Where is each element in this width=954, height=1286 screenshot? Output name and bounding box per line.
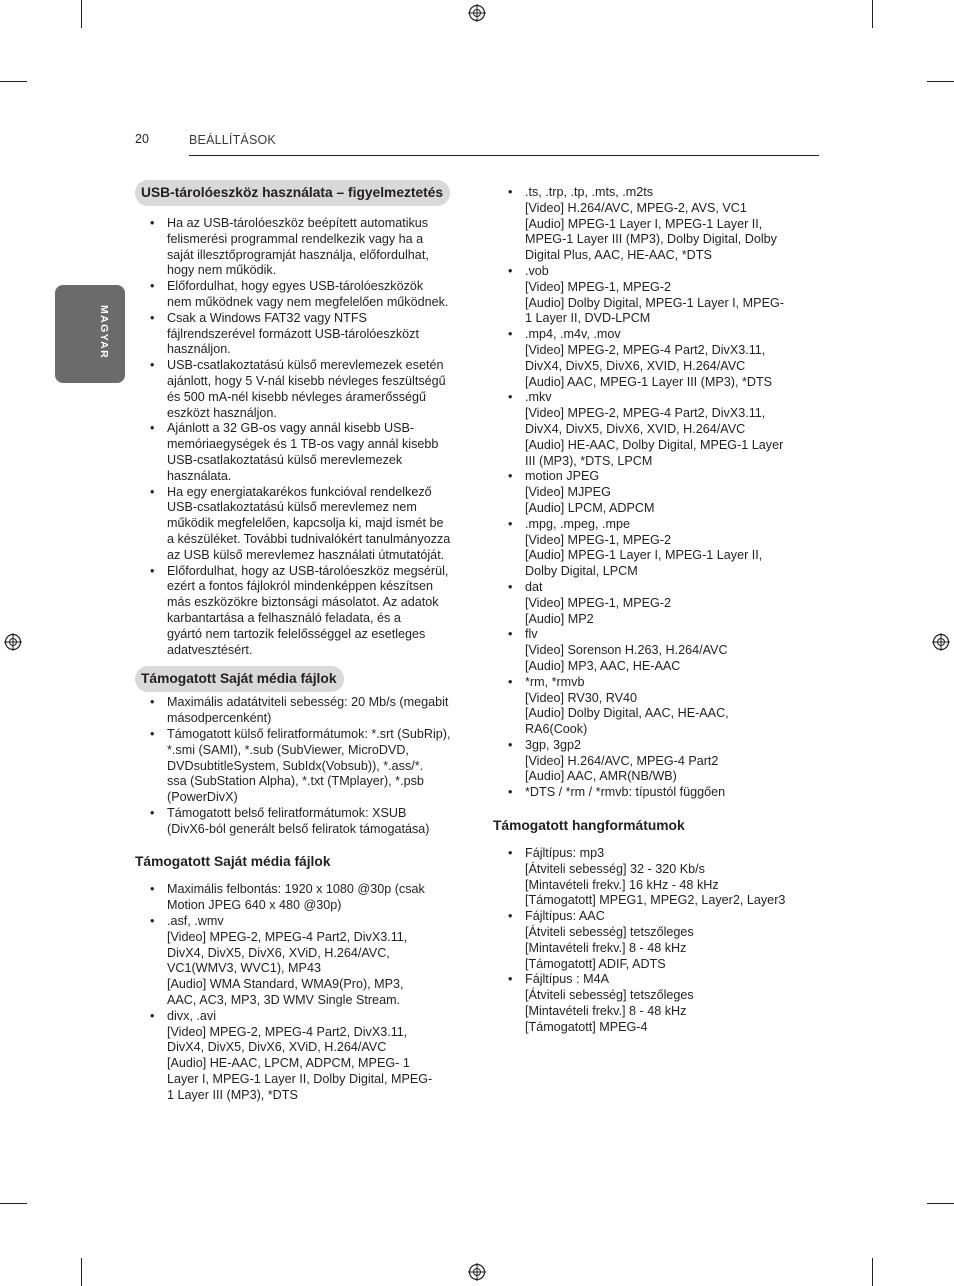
crop-mark (872, 0, 873, 28)
list-item: • *rm, *rmvb [Video] RV30, RV40 [Audio] Dolby Digital, AAC, HE-AAC, RA6(Cook) (493, 675, 813, 738)
list-item: • flv [Video] Sorenson H.263, H.264/AVC [Audio] MP3, AAC, HE-AAC (493, 627, 813, 674)
registration-mark-icon (4, 633, 22, 651)
crop-mark (927, 81, 954, 82)
crop-mark (0, 81, 27, 82)
list-item: • Támogatott külső feliratformátumok: *.srt (SubRip), *.smi (SAMI), *.sub (SubViewer, MicroDVD, DVDsubtitleSystem, SubIdx(Vobsub)), *.ass/*. ssa (SubStation Alpha), *.txt (TMplayer), *.psb (PowerDivX) (135, 727, 470, 806)
list-item: • divx, .avi [Video] MPEG-2, MPEG-4 Part2, DivX3.11, DivX4, DivX5, DivX6, XViD, H.264/AVC [Audio] HE-AAC, LPCM, ADPCM, MPEG- 1 Layer I, MPEG-1 Layer II, Dolby Digital, MPEG- 1 Layer III (MP3), *DTS (135, 1009, 470, 1104)
video-format-list (493, 185, 813, 801)
list-item: • Fájltípus: mp3 [Átviteli sebesség] 32 - 320 Kb/s [Mintavételi frekv.] 16 kHz - 48 kHz [Támogatott] MPEG1, MPEG2, Layer2, Layer3 (493, 846, 813, 909)
list-item: • Fájltípus: AAC [Átviteli sebesség] tetszőleges [Mintavételi frekv.] 8 - 48 kHz [Támogatott] ADIF, ADTS (493, 909, 813, 972)
list-item: • USB-csatlakoztatású külső merevlemezek esetén ajánlott, hogy 5 V-nál kisebb névleges feszültségű és 500 mA-nél kisebb névleges áramerősségű eszközt használjon. (135, 358, 470, 421)
registration-mark-icon (468, 4, 486, 22)
list-item: • Ha az USB-tárolóeszköz beépített automatikus felismerési programmal rendelkezik vagy ha a saját illesztőprogramját használja, előfordulhat, hogy nem működik. (135, 216, 470, 279)
supported-media-heading: Támogatott Saját média fájlok (135, 666, 344, 692)
registration-mark-icon (932, 633, 950, 651)
supported-media-list (135, 695, 470, 837)
list-item: • *DTS / *rm / *rmvb: típustól függően (493, 785, 813, 801)
crop-mark (0, 1203, 27, 1204)
list-item: • Maximális felbontás: 1920 x 1080 @30p (csak Motion JPEG 640 x 480 @30p) (135, 882, 470, 914)
crop-mark (872, 1258, 873, 1286)
list-item: • .asf, .wmv [Video] MPEG-2, MPEG-4 Part2, DivX3.11, DivX4, DivX5, DivX6, XViD, H.264/AVC, VC1(WMV3, WVC1), MP43 [Audio] WMA Standard, WMA9(Pro), MP3, AAC, AC3, MP3, 3D WMV Single Stream. (135, 914, 470, 1009)
language-tab-label: MAGYAR (97, 305, 110, 360)
list-item: • .mpg, .mpeg, .mpe [Video] MPEG-1, MPEG-2 [Audio] MPEG-1 Layer I, MPEG-1 Layer II, Dolby Digital, LPCM (493, 517, 813, 580)
list-item: • Előfordulhat, hogy az USB-tárolóeszköz megsérül, ezért a fontos fájlokról mindenképpen készítsen más eszközökre biztonsági másolatot. Az adatok karbantartása a felhasználó feladata, és a gyártó nem tartozik felelősséggel az esetleges adatvesztésért. (135, 564, 470, 659)
audio-formats-heading: Támogatott hangformátumok (493, 818, 685, 834)
crop-mark (927, 1203, 954, 1204)
list-item: • 3gp, 3gp2 [Video] H.264/AVC, MPEG-4 Part2 [Audio] AAC, AMR(NB/WB) (493, 738, 813, 785)
list-item: • Ajánlott a 32 GB-os vagy annál kisebb USB- memóriaegységek és 1 TB-os vagy annál kisebb USB-csatlakoztatású külső merevlemezek használata. (135, 421, 470, 484)
list-item: • motion JPEG [Video] MJPEG [Audio] LPCM, ADPCM (493, 469, 813, 516)
crop-mark (81, 1258, 82, 1286)
crop-mark (81, 0, 82, 28)
list-item: • .mkv [Video] MPEG-2, MPEG-4 Part2, DivX3.11, DivX4, DivX5, DivX6, XVID, H.264/AVC [Audio] HE-AAC, Dolby Digital, MPEG-1 Layer III (MP3), *DTS, LPCM (493, 390, 813, 469)
list-item: • Fájltípus : M4A [Átviteli sebesség] tetszőleges [Mintavételi frekv.] 8 - 48 kHz [Támogatott] MPEG-4 (493, 972, 813, 1035)
supported-media-video-heading: Támogatott Saját média fájlok (135, 854, 331, 870)
left-column (135, 180, 470, 1104)
language-tab (55, 285, 125, 383)
list-item: • Csak a Windows FAT32 vagy NTFS fájlrendszerével formázott USB-tárolóeszközt használjon. (135, 311, 470, 358)
list-item: • .ts, .trp, .tp, .mts, .m2ts [Video] H.264/AVC, MPEG-2, AVS, VC1 [Audio] MPEG-1 Layer I, MPEG-1 Layer II, MPEG-1 Layer III (MP3), Dolby Digital, Dolby Digital Plus, AAC, HE-AAC, *DTS (493, 185, 813, 264)
supported-media-video-list (135, 882, 470, 1103)
usb-warning-list (135, 216, 470, 658)
list-item: • Ha egy energiatakarékos funkcióval rendelkező USB-csatlakoztatású külső merevlemez nem működik megfelelően, kapcsolja ki, majd ismét be a készüléket. További tudnivalókért tanulmányozza az USB külső merevlemez használati útmutatóját. (135, 485, 470, 564)
list-item: • Támogatott belső feliratformátumok: XSUB (DivX6-ból generált belső feliratok támogatása) (135, 806, 470, 838)
right-column (493, 185, 813, 1036)
usb-warning-heading: USB-tárolóeszköz használata – figyelmeztetés (135, 180, 450, 206)
section-title: BEÁLLÍTÁSOK (189, 133, 276, 147)
list-item: • Maximális adatátviteli sebesség: 20 Mb/s (megabit másodpercenként) (135, 695, 470, 727)
list-item: • .mp4, .m4v, .mov [Video] MPEG-2, MPEG-4 Part2, DivX3.11, DivX4, DivX5, DivX6, XVID, H.264/AVC [Audio] AAC, MPEG-1 Layer III (MP3), *DTS (493, 327, 813, 390)
list-item: • Előfordulhat, hogy egyes USB-tárolóeszközök nem működnek vagy nem megfelelően működnek. (135, 279, 470, 311)
list-item: • dat [Video] MPEG-1, MPEG-2 [Audio] MP2 (493, 580, 813, 627)
registration-mark-icon (468, 1263, 486, 1281)
header-divider (189, 155, 819, 156)
audio-format-list (493, 846, 813, 1036)
page-number: 20 (135, 132, 149, 146)
list-item: • .vob [Video] MPEG-1, MPEG-2 [Audio] Dolby Digital, MPEG-1 Layer I, MPEG- 1 Layer II, DVD-LPCM (493, 264, 813, 327)
